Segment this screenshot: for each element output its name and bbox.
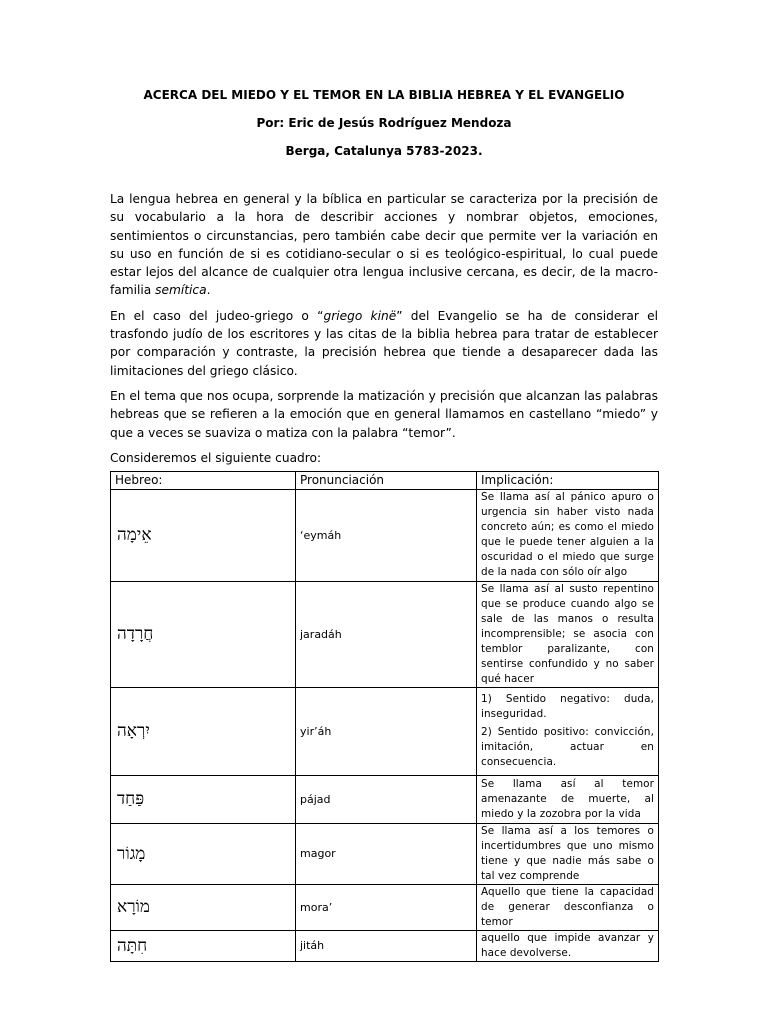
implication-cell xyxy=(477,884,659,930)
document-author: Por: Eric de Jesús Rodríguez Mendoza xyxy=(256,116,512,130)
implication-text: Aquello que tiene la capacidad de generar desconfianza o temor xyxy=(481,885,654,928)
implication-text: Se llama así al susto repentino que se produce cuando algo se sale de las manos o resulta incomprensible; se asocia con temblor paralizante, con sentirse confundido y no saber qué hacer xyxy=(481,582,654,685)
table-row xyxy=(111,775,659,823)
implication-text: aquello que impide avanzar y hace devolverse. xyxy=(481,931,654,959)
hebrew-word: אֵימָה xyxy=(117,525,152,546)
paragraph-1-italic: semítica xyxy=(155,283,207,298)
hebrew-terms-table xyxy=(110,471,659,962)
hebrew-word-cell xyxy=(111,581,296,687)
implication-text-2: 2) Sentido positivo: convicción, imitación, actuar en consecuencia. xyxy=(481,726,654,769)
table-row xyxy=(111,884,659,930)
paragraph-2 xyxy=(110,307,658,380)
implication-cell xyxy=(477,823,659,884)
hebrew-word-cell xyxy=(111,775,296,823)
hebrew-word: חֲרָדָה xyxy=(117,624,154,645)
pronunciation-cell: yir’áh xyxy=(296,687,477,775)
document-page xyxy=(110,88,658,962)
hebrew-word: מָגוֹר xyxy=(117,843,146,864)
paragraph-2-end: ” del Evangelio se ha de considerar el trasfondo judío de los escritores y las citas de la biblia hebrea para tratar de establecer por comparación y contraste, la precisión hebrea que tiende a desaparecer dada las limitaciones del griego clásico. xyxy=(110,308,658,378)
pronunciation-cell: jaradáh xyxy=(296,581,477,687)
pronunciation-cell: mora’ xyxy=(296,884,477,930)
hebrew-word-cell xyxy=(111,823,296,884)
pronunciation-cell: magor xyxy=(296,823,477,884)
document-title: ACERCA DEL MIEDO Y EL TEMOR EN LA BIBLIA HEBREA Y EL EVANGELIO xyxy=(143,88,625,102)
table-row xyxy=(111,489,659,581)
paragraph-1 xyxy=(110,190,658,300)
paragraph-1-text: La lengua hebrea en general y la bíblica en particular se caracteriza por la precisión de su vocabulario a la hora de describir acciones y nombrar objetos, emociones, sentimientos o circunstancias, pero también cabe decir que permite ver la variación en su uso en función de si es cotidiano-secular o si es teológico-espiritual, lo cual puede estar lejos del alcance de cualquier otra lengua inclusive cercana, es decir, de la macro-familia xyxy=(110,192,658,298)
implication-text: Se llama así al temor amenazante de muerte, al miedo y la zozobra por la vida xyxy=(481,777,654,820)
paragraph-3: En el tema que nos ocupa, sorprende la matización y precisión que alcanzan las palabras hebreas que se refieren a la emoción que en general llamamos en castellano “miedo” y que a veces se suaviza o matiza con la palabra “temor”. xyxy=(110,388,658,440)
paragraph-2-italic: griego kinë xyxy=(323,308,397,323)
implication-text: Se llama así al pánico apuro o urgencia sin haber visto nada concreto aún; es como el miedo que le puede tener alguien a la oscuridad o el miedo que surge de la nada con sólo oír algo xyxy=(481,491,654,579)
table-row xyxy=(111,687,659,775)
header-hebrew: Hebreo: xyxy=(111,471,296,489)
implication-cell xyxy=(477,687,659,775)
pronunciation-cell: pájad xyxy=(296,775,477,823)
hebrew-word: חִתָּה xyxy=(117,935,148,956)
paragraph-1-end: . xyxy=(206,283,211,298)
implication-cell xyxy=(477,775,659,823)
implication-text: Se llama así a los temores o incertidumbres que uno mismo tiene y que nadie más sabe o tal vez comprende xyxy=(481,824,654,882)
table-header-row xyxy=(111,471,659,489)
table-row xyxy=(111,930,659,961)
document-place-date: Berga, Catalunya 5783-2023. xyxy=(285,144,483,158)
table-row xyxy=(111,581,659,687)
paragraph-2-start: En el caso del judeo-griego o “ xyxy=(110,308,324,323)
table-row xyxy=(111,823,659,884)
implication-cell xyxy=(477,930,659,961)
hebrew-word: פַּחַד xyxy=(117,789,145,810)
implication-cell xyxy=(477,581,659,687)
hebrew-word: יִרְאָה xyxy=(117,721,150,742)
implication-cell xyxy=(477,489,659,581)
header-pronunciation: Pronunciación xyxy=(296,471,477,489)
table-caption: Consideremos el siguiente cuadro: xyxy=(110,450,322,465)
hebrew-word-cell xyxy=(111,930,296,961)
hebrew-word-cell xyxy=(111,687,296,775)
pronunciation-cell: ‘eymáh xyxy=(296,489,477,581)
hebrew-word-cell xyxy=(111,884,296,930)
hebrew-word: מוֹרָא xyxy=(117,897,150,918)
pronunciation-cell: jitáh xyxy=(296,930,477,961)
hebrew-word-cell xyxy=(111,489,296,581)
implication-text: 1) Sentido negativo: duda, inseguridad. xyxy=(481,693,654,721)
header-implication: Implicación: xyxy=(477,471,659,489)
